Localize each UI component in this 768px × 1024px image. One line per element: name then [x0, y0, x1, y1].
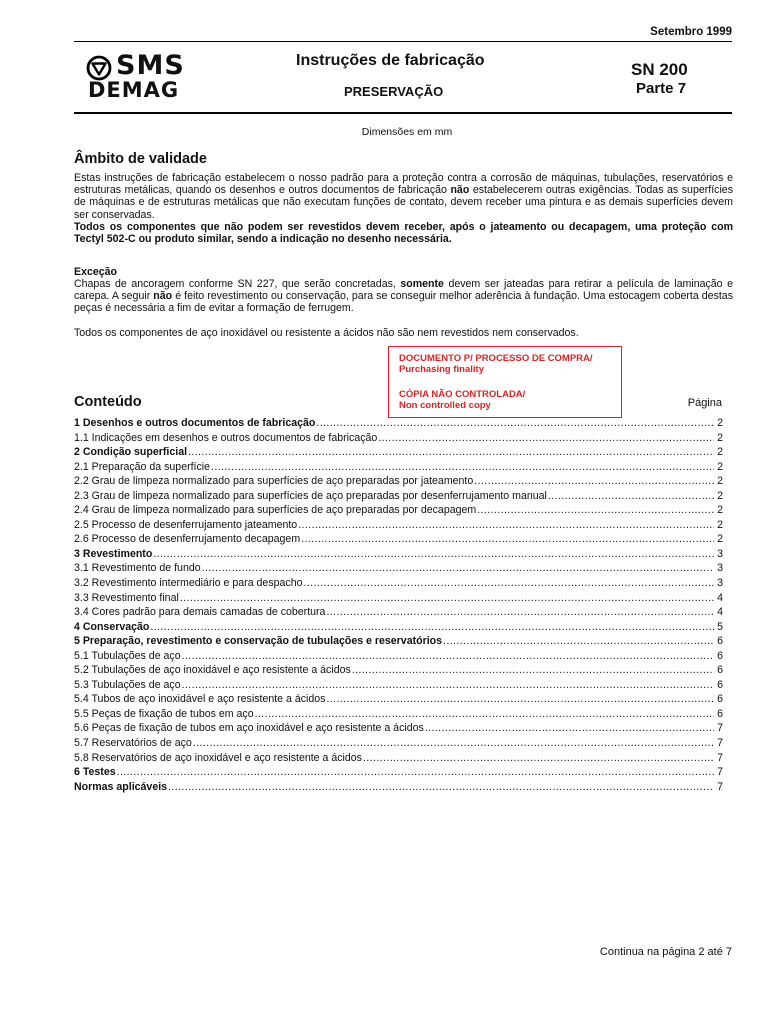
toc-entry-label: 5.7 Reservatórios de aço [74, 737, 192, 750]
logo-text-sms: SMS [116, 50, 185, 81]
toc-entry[interactable] [74, 532, 723, 547]
toc-entry-page: 7 [717, 780, 723, 793]
toc-entry-label: 5.2 Tubulações de aço inoxidável e aço resistente a ácidos [74, 664, 351, 677]
toc-leader-dots [168, 780, 714, 795]
control-stamp [388, 346, 622, 418]
toc-entry[interactable] [74, 663, 723, 678]
scope-heading: Âmbito de validade [74, 151, 207, 167]
toc-entry[interactable] [74, 780, 723, 795]
toc-entry-label: 5 Preparação, revestimento e conservação de tubulações e reservatórios [74, 635, 443, 648]
toc-entry-label: Normas aplicáveis [74, 780, 168, 793]
toc-leader-dots [298, 518, 714, 533]
document-subtitle: PRESERVAÇÃO [344, 84, 444, 99]
toc-entry-label: 6 Testes [74, 766, 116, 779]
toc-entry-page: 2 [717, 533, 723, 546]
contents-heading: Conteúdo [74, 394, 142, 410]
toc-entry-label: 3.2 Revestimento intermediário e para despacho [74, 577, 303, 590]
toc-entry[interactable] [74, 736, 723, 751]
scope-paragraph-1: Estas instruções de fabricação estabelecem o nosso padrão para a proteção contra a corrosão de máquinas, tubulações, reservatórios e estruturas metálicas, quando os desenhos e outros documentos de fabricação não estabelecerem outras exigências. Todas as superfícies de máquinas e de estruturas metálicas que não executam funções de contato, devem receber uma pintura e as demais superfícies devem ser conservadas. [74, 172, 733, 221]
toc-leader-dots [326, 605, 714, 620]
toc-entry-page: 7 [717, 722, 723, 735]
toc-entry[interactable] [74, 474, 723, 489]
toc-entry-page: 7 [717, 766, 723, 779]
toc-entry-page: 6 [717, 635, 723, 648]
toc-entry[interactable] [74, 620, 723, 635]
toc-entry-label: 5.6 Peças de fixação de tubos em aço inoxidável e aço resistente a ácidos [74, 722, 424, 735]
stamp-line-1: DOCUMENTO P/ PROCESSO DE COMPRA/ [399, 353, 593, 364]
toc-entry-label: 4 Conservação [74, 620, 150, 633]
toc-entry-label: 2.1 Preparação da superfície [74, 460, 211, 473]
toc-entry[interactable] [74, 547, 723, 562]
toc-leader-dots [188, 445, 714, 460]
toc-entry-page: 3 [717, 562, 723, 575]
toc-entry-label: 3.3 Revestimento final [74, 591, 179, 604]
toc-leader-dots [211, 460, 714, 475]
stamp-line-3: CÓPIA NÃO CONTROLADA/ [399, 389, 526, 400]
toc-entry[interactable] [74, 445, 723, 460]
toc-leader-dots [474, 474, 714, 489]
toc-entry-label: 2.5 Processo de desenferrujamento jateamento [74, 518, 298, 531]
toc-entry[interactable] [74, 649, 723, 664]
toc-leader-dots [202, 561, 714, 576]
toc-entry-label: 5.8 Reservatórios de aço inoxidável e aço resistente a ácidos [74, 751, 362, 764]
toc-entry-label: 5.1 Tubulações de aço [74, 649, 181, 662]
toc-entry[interactable] [74, 765, 723, 780]
continuation-note: Continua na página 2 até 7 [599, 946, 732, 958]
toc-leader-dots [193, 736, 714, 751]
scope-paragraph-2: Todos os componentes que não podem ser revestidos devem receber, após o jateamento ou decapagem, uma proteção com Tectyl 502-C ou produto similar, sendo a indicação no desenho necessária. [74, 221, 733, 246]
toc-leader-dots [326, 692, 714, 707]
toc-leader-dots [363, 751, 714, 766]
toc-leader-dots [425, 721, 714, 736]
stamp-line-4: Non controlled copy [399, 400, 491, 411]
toc-entry-page: 6 [717, 649, 723, 662]
toc-entry-page: 2 [717, 518, 723, 531]
header-bottom-rule [74, 112, 732, 114]
toc-entry-page: 6 [717, 664, 723, 677]
toc-leader-dots [182, 678, 714, 693]
toc-leader-dots [548, 489, 714, 504]
toc-entry[interactable] [74, 751, 723, 766]
company-logo [86, 52, 198, 100]
toc-entry-page: 2 [717, 417, 723, 429]
toc-entry[interactable] [74, 576, 723, 591]
toc-entry-page: 6 [717, 707, 723, 720]
toc-entry-label: 5.5 Peças de fixação de tubos em aço [74, 707, 254, 720]
toc-entry-page: 6 [717, 693, 723, 706]
toc-entry-label: 1 Desenhos e outros documentos de fabricação [74, 417, 316, 429]
toc-entry-page: 3 [717, 547, 723, 560]
toc-leader-dots [180, 591, 714, 606]
toc-leader-dots [150, 620, 714, 635]
toc-entry-page: 2 [717, 431, 723, 444]
toc-leader-dots [255, 707, 714, 722]
contents-page-label: Página [687, 397, 722, 409]
exception-heading: Exceção [74, 266, 117, 278]
exception-paragraph: Chapas de ancoragem conforme SN 227, que serão concretadas, somente devem ser jateadas para retirar a película de laminação e carepa. A seguir não é feito revestimento ou conservação, para se conseguir melhor aderência à fundação. Uma estocagem coberta destas peças é necessária a fim de evitar a formação de ferrugem. [74, 278, 733, 315]
toc-leader-dots [477, 503, 714, 518]
toc-entry-page: 2 [717, 460, 723, 473]
document-part: Parte 7 [636, 80, 687, 97]
toc-entry-page: 2 [717, 475, 723, 488]
toc-entry-label: 5.3 Tubulações de aço [74, 678, 181, 691]
toc-entry-label: 5.4 Tubos de aço inoxidável e aço resistente a ácidos [74, 693, 326, 706]
stainless-paragraph: Todos os componentes de aço inoxidável ou resistente a ácidos não são nem revestidos nem conservados. [74, 327, 579, 339]
toc-entry[interactable] [74, 591, 723, 606]
toc-entry-label: 2.3 Grau de limpeza normalizado para superfícies de aço preparadas por desenferrujamento manual [74, 489, 547, 502]
toc-entry-page: 5 [717, 620, 723, 633]
toc-leader-dots [378, 431, 714, 446]
toc-entry[interactable] [74, 678, 723, 693]
toc-leader-dots [153, 547, 714, 562]
toc-entry[interactable] [74, 707, 723, 722]
toc-entry-label: 2.4 Grau de limpeza normalizado para superfícies de aço preparadas por decapagem [74, 504, 477, 517]
toc-leader-dots [117, 765, 714, 780]
toc-entry-page: 7 [717, 737, 723, 750]
toc-entry-page: 2 [717, 489, 723, 502]
toc-entry-page: 3 [717, 577, 723, 590]
toc-entry[interactable] [74, 503, 723, 518]
toc-entry-label: 2.2 Grau de limpeza normalizado para superfícies de aço preparadas por jateamento [74, 475, 474, 488]
dimensions-note: Dimensões em mm [361, 126, 453, 138]
toc-entry[interactable] [74, 692, 723, 707]
toc-entry-label: 1.1 Indicações em desenhos e outros documentos de fabricação [74, 431, 378, 444]
document-number: SN 200 [631, 60, 688, 79]
toc-entry[interactable] [74, 561, 723, 576]
toc-entry-label: 2.6 Processo de desenferrujamento decapagem [74, 533, 301, 546]
toc-entry[interactable] [74, 518, 723, 533]
document-title: Instruções de fabricação [296, 52, 485, 69]
logo-text-demag: DEMAG [88, 78, 180, 102]
toc-entry-page: 2 [717, 504, 723, 517]
toc-leader-dots [443, 634, 714, 649]
toc-entry[interactable] [74, 431, 723, 446]
table-of-contents [74, 416, 723, 794]
toc-leader-dots [182, 649, 714, 664]
stamp-line-2: Purchasing finality [399, 364, 484, 375]
toc-leader-dots [304, 576, 715, 591]
toc-entry-label: 3.1 Revestimento de fundo [74, 562, 201, 575]
toc-entry-page: 6 [717, 678, 723, 691]
toc-leader-dots [316, 416, 714, 431]
header-top-rule [74, 41, 732, 42]
toc-entry-page: 4 [717, 591, 723, 604]
toc-entry-label: 2 Condição superficial [74, 446, 188, 459]
toc-entry[interactable] [74, 489, 723, 504]
toc-entry[interactable] [74, 605, 723, 620]
toc-leader-dots [352, 663, 714, 678]
toc-leader-dots [301, 532, 714, 547]
toc-entry[interactable] [74, 416, 723, 431]
toc-entry-page: 2 [717, 446, 723, 459]
toc-entry[interactable] [74, 460, 723, 475]
document-date: Setembro 1999 [650, 26, 732, 38]
toc-entry[interactable] [74, 721, 723, 736]
toc-entry-page: 4 [717, 606, 723, 619]
toc-entry-label: 3 Revestimento [74, 547, 153, 560]
toc-entry-page: 7 [717, 751, 723, 764]
toc-entry[interactable] [74, 634, 723, 649]
toc-entry-label: 3.4 Cores padrão para demais camadas de cobertura [74, 606, 326, 619]
